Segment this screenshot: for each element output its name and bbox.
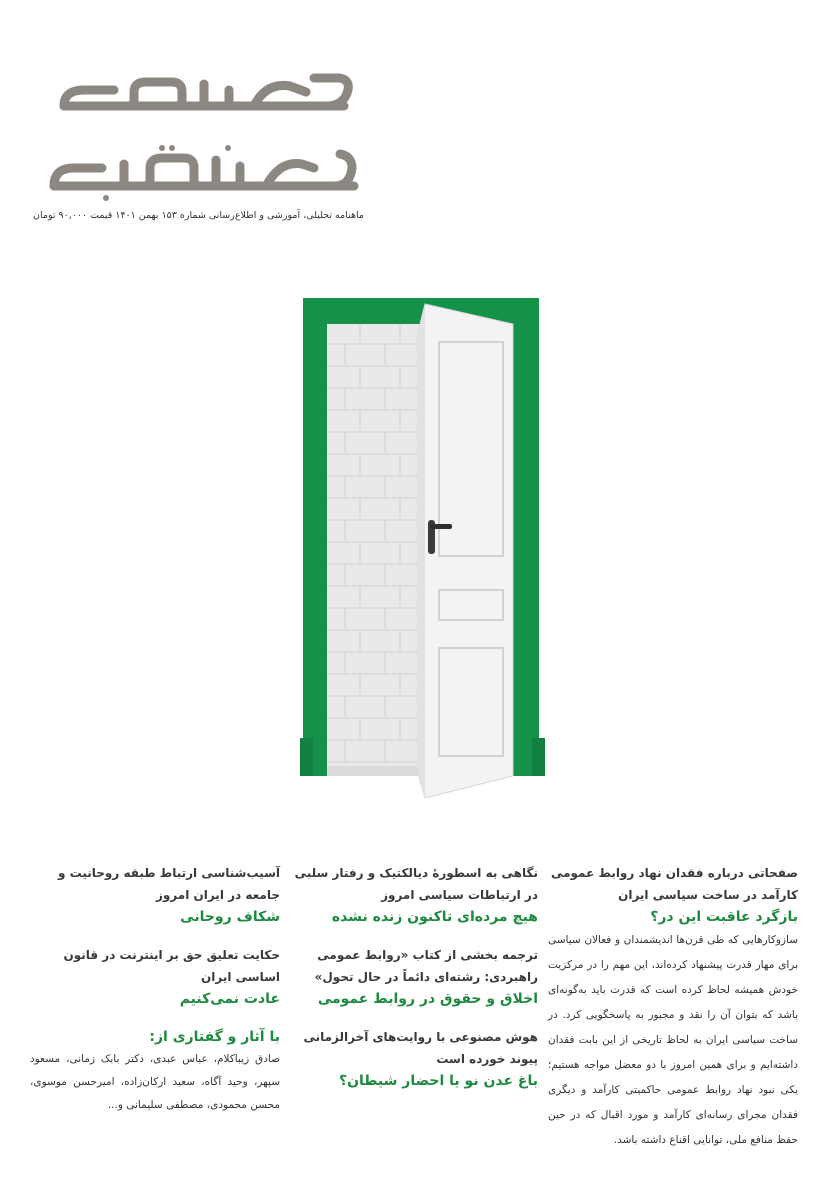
article-kicker: آسیب‌شناسی ارتباط طبقه روحانیت و جامعه در ایران امروز [58, 866, 280, 902]
article-headline: هیچ مرده‌ای تاکنون زنده نشده [331, 909, 538, 925]
article-item [288, 944, 538, 1010]
article-kicker: نگاهی به اسطورهٔ دیالکتیک و رفتار سلبی در ارتباطات سیاسی امروز [294, 866, 538, 902]
article-headline: عادت نمی‌کنیم [179, 991, 280, 1007]
article-headline: اخلاق و حقوق در روابط عمومی [317, 991, 538, 1007]
magazine-logo [44, 68, 364, 208]
contributors-list: صادق زیباکلام، عباس عبدی، دکتر بابک زمانی، مسعود سپهر، وحید آگاه، سعید ارکان‌زاده، امیرحسن موسوی، محسن محمودی، مصطفی سلیمانی و... [30, 1053, 280, 1111]
article-item [288, 862, 538, 928]
article-list-middle [288, 862, 538, 1108]
article-item [30, 944, 280, 1010]
article-kicker: حکایت تعلیق حق بر اینترنت در قانون اساسی ایران [63, 948, 280, 984]
article-headline: باغ عدن نو یا احضار شیطان؟ [338, 1073, 538, 1089]
masthead [30, 60, 370, 230]
article-kicker: هوش مصنوعی با روایت‌های آخرالزمانی پیوند خورده است [303, 1030, 538, 1066]
feature-headline: بازگرد عاقبت این در؟ [650, 909, 798, 925]
open-door-illustration [300, 296, 545, 801]
issue-info: ماهنامه تحلیلی، آموزشی و اطلاع‌رسانی شماره ۱۵۳ بهمن ۱۴۰۱ قیمت ۹۰,۰۰۰ تومان [32, 210, 364, 221]
feature-kicker: صفحاتی درباره فقدان نهاد روابط عمومی کارآمد در ساخت سیاسی ایران [550, 866, 798, 902]
article-item [30, 862, 280, 928]
brick-wall [327, 324, 422, 776]
article-headline: شکاف روحانی [180, 909, 280, 925]
article-item [288, 1026, 538, 1092]
article-kicker: ترجمه بخشی از کتاب «روابط عمومی راهبردی: رشته‌ای دائماً در حال تحول» [314, 948, 538, 984]
contributors-heading: با آثار و گفتاری از: [149, 1029, 280, 1045]
feature-article [548, 862, 798, 1153]
feature-body: سازوکارهایی که طی قرن‌ها اندیشمندان و فعالان سیاسی برای مهار قدرت پیشنهاد کرده‌اند، این مهم را در مرکزیت خودش همیشه لحاظ کرده است که قدرت باید به‌گونه‌ای باشد که بتوان آن را نقد و مجبور به پاسخگویی کرد. در ساخت سیاسی ایران به لحاظ تاریخی از این بابت فقدان داشته‌ایم و برای همین امروز با دو معضل مواجه هستیم؛ یکی نبود نهاد روابط عمومی حاکمیتی کارآمد و دیگری فقدان مجرای رسانه‌ای کارآمد و مورد اقبال که در حین حفظ منافع ملی، توانایی اقناع داشته باشد. [548, 934, 798, 1146]
article-list-left [30, 862, 280, 1117]
